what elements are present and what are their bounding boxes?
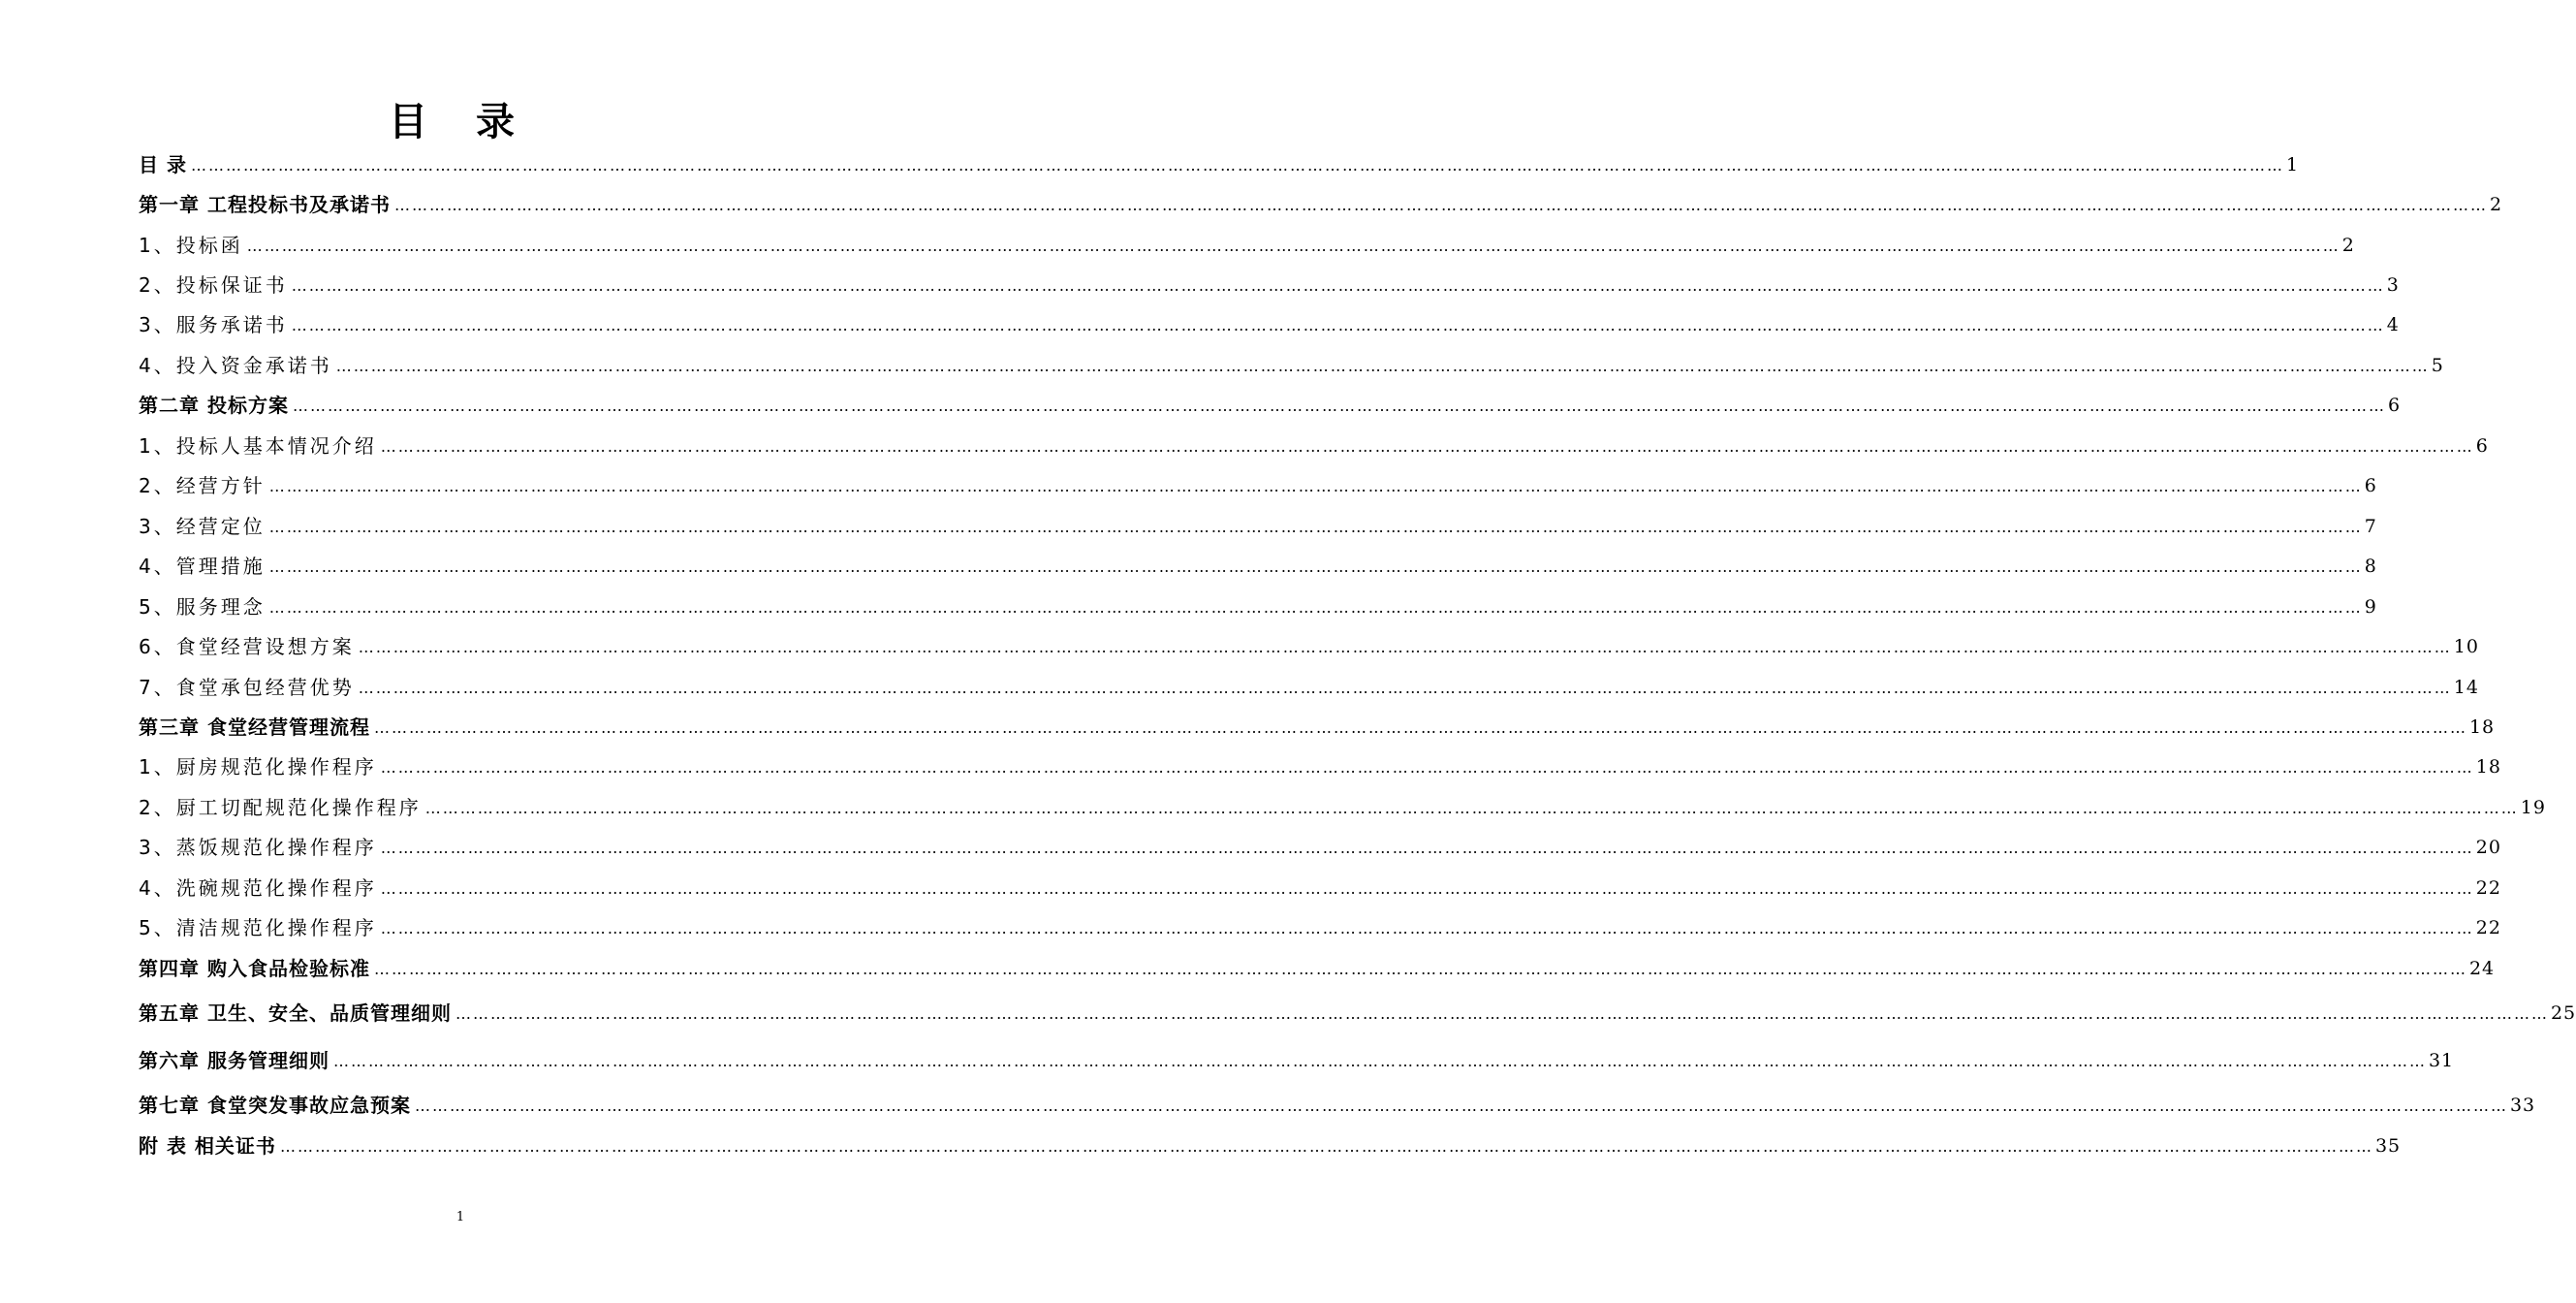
toc-entry[interactable] bbox=[139, 145, 2300, 178]
toc-entry[interactable] bbox=[139, 1127, 2402, 1160]
toc-dot-leader: ……………………………………………………………………………………………………………………………………………………………………………………………………………………………………………………………………………………………………………………………… bbox=[268, 518, 2363, 536]
toc-entry-title: 2、投标保证书 bbox=[139, 273, 288, 297]
toc-entry[interactable] bbox=[139, 869, 2501, 902]
toc-dot-leader: ……………………………………………………………………………………………………………………………………………………………………………………………………………………………………………………………………………………………………………………………… bbox=[291, 316, 2385, 334]
toc-entry[interactable] bbox=[139, 668, 2479, 701]
toc-entry-page: 31 bbox=[2428, 1050, 2455, 1071]
toc-entry-title: 1、投标人基本情况介绍 bbox=[139, 434, 377, 458]
toc-entry-title: 1、投标函 bbox=[139, 234, 243, 257]
toc-dot-leader: ……………………………………………………………………………………………………………………………………………………………………………………………………………………………………………………………………………………………………………………………… bbox=[335, 357, 2430, 375]
toc-dot-leader: ……………………………………………………………………………………………………………………………………………………………………………………………………………………………………………………………………………………………………………………………… bbox=[380, 839, 2474, 857]
toc-entry-page: 18 bbox=[2475, 756, 2501, 778]
toc-entry[interactable] bbox=[139, 747, 2501, 780]
toc-dot-leader: ……………………………………………………………………………………………………………………………………………………………………………………………………………………………………………………………………………………………………………………………… bbox=[380, 919, 2474, 938]
toc-entry[interactable] bbox=[139, 507, 2377, 540]
toc-dot-leader: ……………………………………………………………………………………………………………………………………………………………………………………………………………………………………………………………………………………………………………………………… bbox=[358, 679, 2452, 697]
toc-entry-title: 3、服务承诺书 bbox=[139, 313, 288, 336]
toc-entry[interactable] bbox=[139, 305, 2400, 338]
toc-dot-leader: ……………………………………………………………………………………………………………………………………………………………………………………………………………………………………………………………………………………………………………………………… bbox=[246, 237, 2340, 255]
toc-entry-title: 4、投入资金承诺书 bbox=[139, 354, 332, 377]
toc-entry-page: 22 bbox=[2475, 877, 2501, 899]
toc-entry[interactable] bbox=[139, 427, 2489, 460]
toc-entry[interactable] bbox=[139, 226, 2355, 259]
toc-entry-title: 3、经营定位 bbox=[139, 515, 266, 538]
toc-entry-page: 1 bbox=[2285, 154, 2300, 175]
toc-entry[interactable] bbox=[139, 708, 2496, 741]
toc-entry-title: 2、厨工切配规范化操作程序 bbox=[139, 796, 422, 819]
toc-entry[interactable] bbox=[139, 627, 2479, 660]
toc-entry-title: 5、清洁规范化操作程序 bbox=[139, 916, 377, 939]
toc-dot-leader: ……………………………………………………………………………………………………………………………………………………………………………………………………………………………………………………………………………………………………………………………… bbox=[424, 799, 2519, 817]
toc-dot-leader: ……………………………………………………………………………………………………………………………………………………………………………………………………………………………………………………………………………………………………………………………… bbox=[373, 960, 2467, 978]
toc-entry-title: 5、服务理念 bbox=[139, 595, 266, 619]
toc-dot-leader: ……………………………………………………………………………………………………………………………………………………………………………………………………………………………………………………………………………………………………………………………… bbox=[358, 638, 2452, 656]
toc-entry[interactable] bbox=[139, 588, 2377, 620]
toc-entry-title: 附 表 相关证书 bbox=[139, 1134, 276, 1158]
toc-entry[interactable] bbox=[139, 1086, 2536, 1119]
toc-entry[interactable] bbox=[139, 1041, 2455, 1074]
toc-entry[interactable] bbox=[139, 788, 2546, 821]
toc-entry-page: 18 bbox=[2468, 716, 2496, 738]
toc-entry-title: 第六章 服务管理细则 bbox=[139, 1049, 330, 1072]
toc-entry-title: 1、厨房规范化操作程序 bbox=[139, 755, 377, 779]
toc-entry-page: 10 bbox=[2453, 636, 2479, 657]
toc-entry-page: 2 bbox=[2341, 235, 2355, 256]
toc-entry-page: 24 bbox=[2468, 958, 2496, 979]
toc-entry[interactable] bbox=[139, 346, 2444, 379]
toc-entry-page: 3 bbox=[2386, 274, 2400, 296]
toc-entry[interactable] bbox=[139, 547, 2377, 580]
toc-dot-leader: ……………………………………………………………………………………………………………………………………………………………………………………………………………………………………………………………………………………………………………………………… bbox=[380, 437, 2474, 456]
toc-entry-page: 8 bbox=[2364, 556, 2377, 577]
toc-entry-page: 7 bbox=[2364, 516, 2377, 537]
toc-dot-leader: ……………………………………………………………………………………………………………………………………………………………………………………………………………………………………………………………………………………………………………………………… bbox=[268, 598, 2363, 617]
toc-entry-page: 6 bbox=[2475, 435, 2489, 457]
footer-page-number: 1 bbox=[456, 1210, 465, 1224]
toc-entry-page: 6 bbox=[2364, 475, 2377, 496]
toc-dot-leader: ……………………………………………………………………………………………………………………………………………………………………………………………………………………………………………………………………………………………………………………………… bbox=[373, 718, 2467, 737]
toc-entry-title: 3、蒸饭规范化操作程序 bbox=[139, 836, 377, 859]
toc-entry-title: 2、经营方针 bbox=[139, 474, 266, 497]
toc-dot-leader: ……………………………………………………………………………………………………………………………………………………………………………………………………………………………………………………………………………………………………………………………… bbox=[332, 1052, 2427, 1070]
toc-dot-leader: ……………………………………………………………………………………………………………………………………………………………………………………………………………………………………………………………………………………………………………………………… bbox=[455, 1004, 2549, 1023]
toc-entry[interactable] bbox=[139, 386, 2402, 419]
toc-entry-title: 第四章 购入食品检验标准 bbox=[139, 957, 370, 980]
toc-dot-leader: ……………………………………………………………………………………………………………………………………………………………………………………………………………………………………………………………………………………………………………………………… bbox=[393, 196, 2488, 214]
toc-entry[interactable] bbox=[139, 828, 2501, 861]
toc-entry-title: 第七章 食堂突发事故应急预案 bbox=[139, 1094, 411, 1117]
toc-entry[interactable] bbox=[139, 266, 2400, 299]
toc-entry-page: 19 bbox=[2520, 797, 2546, 818]
toc-dot-leader: ……………………………………………………………………………………………………………………………………………………………………………………………………………………………………………………………………………………………………………………………… bbox=[190, 156, 2284, 175]
toc-entry-title: 4、管理措施 bbox=[139, 555, 266, 578]
toc-entry-title: 第五章 卫生、安全、品质管理细则 bbox=[139, 1001, 452, 1025]
toc-dot-leader: ……………………………………………………………………………………………………………………………………………………………………………………………………………………………………………………………………………………………………………………………… bbox=[380, 758, 2474, 777]
toc-entry-page: 6 bbox=[2387, 395, 2402, 416]
toc-entry-page: 22 bbox=[2475, 917, 2501, 938]
page-title: 目 录 bbox=[389, 100, 532, 144]
toc-entry[interactable] bbox=[139, 185, 2503, 218]
toc-entry-page: 20 bbox=[2475, 837, 2501, 858]
toc-entry-page: 4 bbox=[2386, 314, 2400, 335]
toc-dot-leader: ……………………………………………………………………………………………………………………………………………………………………………………………………………………………………………………………………………………………………………………………… bbox=[291, 276, 2385, 295]
toc-dot-leader: ……………………………………………………………………………………………………………………………………………………………………………………………………………………………………………………………………………………………………………………………… bbox=[380, 879, 2474, 898]
toc-entry-page: 33 bbox=[2509, 1095, 2536, 1116]
toc-entry-page: 2 bbox=[2489, 194, 2503, 215]
toc-entry[interactable] bbox=[139, 908, 2501, 941]
toc-entry-title: 7、食堂承包经营优势 bbox=[139, 676, 355, 699]
toc-entry-page: 25 bbox=[2550, 1002, 2576, 1024]
toc-entry-page: 35 bbox=[2374, 1135, 2402, 1157]
toc-entry-page: 9 bbox=[2364, 596, 2377, 618]
toc-entry-title: 4、洗碗规范化操作程序 bbox=[139, 876, 377, 900]
toc-entry[interactable] bbox=[139, 994, 2576, 1027]
toc-dot-leader: ……………………………………………………………………………………………………………………………………………………………………………………………………………………………………………………………………………………………………………………………… bbox=[268, 477, 2363, 495]
toc-entry-title: 第一章 工程投标书及承诺书 bbox=[139, 193, 391, 216]
toc-entry-page: 14 bbox=[2453, 677, 2479, 698]
toc-dot-leader: ……………………………………………………………………………………………………………………………………………………………………………………………………………………………………………………………………………………………………………………………… bbox=[268, 557, 2363, 576]
toc-dot-leader: ……………………………………………………………………………………………………………………………………………………………………………………………………………………………………………………………………………………………………………………………… bbox=[292, 397, 2386, 415]
toc-entry-page: 5 bbox=[2431, 355, 2444, 376]
toc-entry[interactable] bbox=[139, 949, 2496, 982]
toc-entry[interactable] bbox=[139, 466, 2377, 499]
toc-dot-leader: ……………………………………………………………………………………………………………………………………………………………………………………………………………………………………………………………………………………………………………………………… bbox=[279, 1137, 2373, 1156]
toc-entry-title: 第三章 食堂经营管理流程 bbox=[139, 715, 370, 739]
toc-entry-title: 第二章 投标方案 bbox=[139, 394, 289, 417]
toc-dot-leader: ……………………………………………………………………………………………………………………………………………………………………………………………………………………………………………………………………………………………………………………………… bbox=[414, 1096, 2508, 1115]
toc-entry-title: 6、食堂经营设想方案 bbox=[139, 635, 355, 658]
toc-entry-title: 目 录 bbox=[139, 153, 187, 176]
